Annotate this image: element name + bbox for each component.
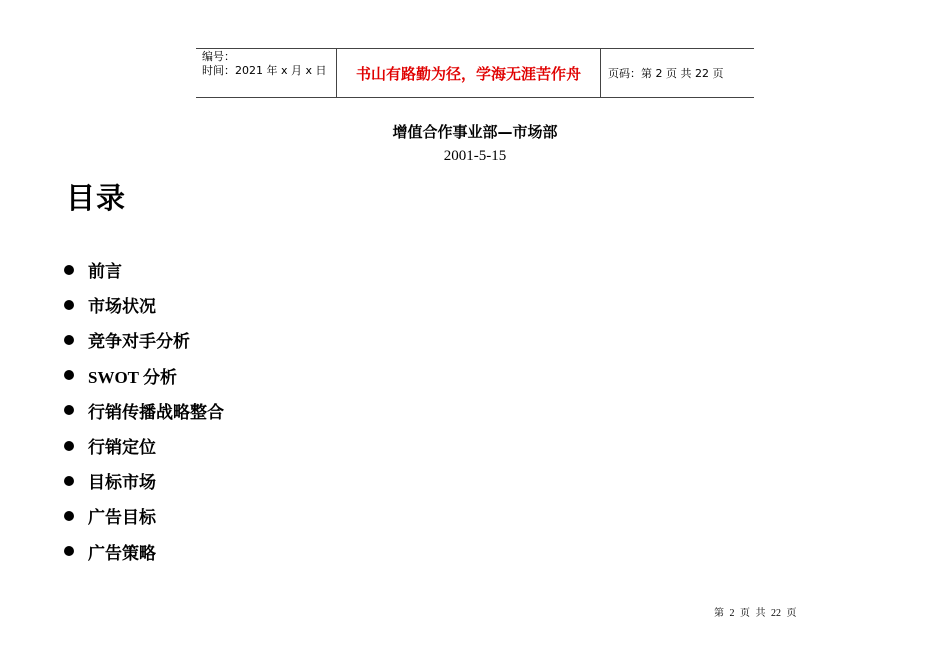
toc-item [64, 393, 224, 428]
toc-item-label: 市场状况 [88, 297, 156, 317]
bullet-icon [64, 370, 74, 380]
toc-item-label: 广告策略 [88, 543, 156, 563]
bullet-icon [64, 300, 74, 310]
toc-item-label: 竞争对手分析 [88, 332, 190, 352]
page-footer: 第 2 页 共 22 页 [714, 608, 797, 619]
header-table [196, 48, 754, 98]
header-motto: 书山有路勤为径，学海无涯苦作舟 [337, 49, 601, 97]
toc-item [64, 463, 224, 498]
bullet-icon [64, 265, 74, 275]
toc-item [64, 322, 224, 357]
toc-item [64, 287, 224, 322]
number-label: 编号： [202, 50, 235, 63]
toc-title: 目录 [66, 181, 127, 215]
toc-item [64, 428, 224, 463]
toc-item-label: 行销定位 [88, 438, 156, 458]
toc-item [64, 498, 224, 533]
bullet-icon [64, 511, 74, 521]
toc-item-label: 目标市场 [88, 473, 156, 493]
toc-item-label: 广告目标 [88, 508, 156, 528]
bullet-icon [64, 405, 74, 415]
bullet-icon [64, 546, 74, 556]
header-page-code: 页码：第 2 页 共 22 页 [608, 67, 724, 80]
time-label: 时间：2021 年 x 月 x 日 [202, 64, 327, 77]
toc-item-label: 前言 [88, 262, 122, 282]
toc-item [64, 534, 224, 569]
bullet-icon [64, 441, 74, 451]
toc-item [64, 358, 224, 393]
toc-item-label: 行销传播战略整合 [88, 402, 224, 422]
document-date: 2001-5-15 [443, 148, 507, 164]
toc-item-label: SWOT 分析 [88, 367, 177, 387]
bullet-icon [64, 335, 74, 345]
bullet-icon [64, 476, 74, 486]
toc-list [64, 252, 224, 569]
header-meta [196, 49, 337, 97]
toc-item [64, 252, 224, 287]
department-title: 增值合作事业部—市场部 [392, 123, 558, 141]
